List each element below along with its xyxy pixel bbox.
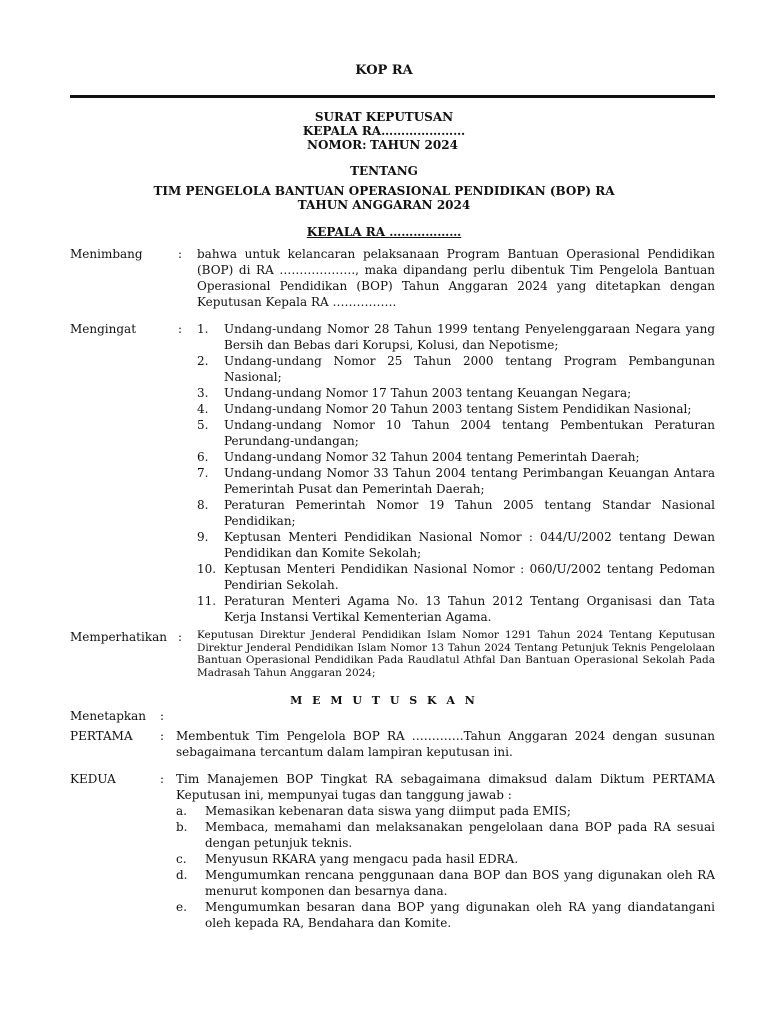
item-text: Mengumumkan rencana penggunaan dana BOP dan BOS yang digunakan oleh RA menurut komponen dan besarnya dana. (205, 868, 715, 898)
mengingat-item (197, 417, 715, 449)
item-number: 8. (197, 498, 209, 512)
item-letter: a. (176, 804, 187, 818)
decree-year: TAHUN 2024 (370, 138, 458, 152)
pertama-colon: : (160, 729, 165, 743)
kedua-item (176, 899, 715, 931)
menimbang-label: Menimbang (70, 247, 143, 261)
item-number: 9. (197, 530, 209, 544)
item-text: Undang-undang Nomor 28 Tahun 1999 tentang Penyelenggaraan Negara yang Bersih dan Bebas dari Korupsi, Kolusi, dan Nepotisme; (224, 322, 715, 352)
item-text: Undang-undang Nomor 10 Tahun 2004 tentang Pembentukan Peraturan Perundang-undangan; (224, 418, 715, 448)
item-text: Keptusan Menteri Pendidikan Nasional Nomor : 044/U/2002 tentang Dewan Pendidikan dan Komite Sekolah; (224, 530, 715, 560)
mengingat-label: Mengingat (70, 322, 137, 336)
memperhatikan-label: Memperhatikan (70, 630, 167, 644)
item-number: 4. (197, 402, 209, 416)
memperhatikan-text: Keputusan Direktur Jenderal Pendidikan Islam Nomor 1291 Tahun 2024 Tentang Keputusan Direktur Jenderal Pendidikan Islam Nomor 13 Tahun 2024 Tentang Petunjuk Teknis Pengelolaan Bantuan Operasional Pendidikan Pada Raudlatul Athfal Dan Bantuan Operasional Sekolah Pada Madrasah Tahun Anggaran 2024; (197, 629, 715, 679)
menimbang-colon: : (178, 247, 183, 261)
item-text: Menyusun RKARA yang mengacu pada hasil EDRA. (205, 852, 519, 866)
item-text: Peraturan Menteri Agama No. 13 Tahun 2012 Tentang Organisasi dan Tata Kerja Instansi Vertikal Kementerian Agama. (224, 594, 715, 624)
kedua-colon: : (160, 772, 165, 786)
mengingat-item (197, 353, 715, 385)
subject-tentang: TENTANG (350, 164, 418, 178)
item-number: 7. (197, 466, 209, 480)
item-number: 5. (197, 418, 209, 432)
item-text: Undang-undang Nomor 32 Tahun 2004 tentang Pemerintah Daerah; (224, 450, 640, 464)
mengingat-item (197, 401, 715, 417)
kedua-label: KEDUA (70, 772, 116, 786)
mengingat-item (197, 561, 715, 593)
item-number: 1. (197, 322, 209, 336)
item-letter: c. (176, 852, 187, 866)
issuer-heading: KEPALA RA ……………… (306, 225, 462, 239)
menimbang-text: bahwa untuk kelancaran pelaksanaan Program Bantuan Operasional Pendidikan (BOP) di RA ………………., maka dipandang perlu dibentuk Tim Pengelola Bantuan Operasional Pendidikan (BOP) Tahun Anggaran 2024 yang ditetapkan dengan Keputusan Kepala RA ……………. (197, 247, 715, 309)
menetapkan-label: Menetapkan (70, 709, 147, 723)
mengingat-item (197, 321, 715, 353)
item-text: Membaca, memahami dan melaksanakan pengelolaan dana BOP pada RA sesuai dengan petunjuk teknis. (205, 820, 715, 850)
kedua-item (176, 851, 715, 867)
kedua-item (176, 803, 715, 819)
kedua-item (176, 867, 715, 899)
item-text: Undang-undang Nomor 25 Tahun 2000 tentang Program Pembangunan Nasional; (224, 354, 715, 384)
mengingat-item (197, 593, 715, 625)
item-text: Mengumumkan besaran dana BOP yang digunakan oleh RA yang diandatangani oleh kepada RA, Bendahara dan Komite. (205, 900, 715, 930)
item-text: Undang-undang Nomor 33 Tahun 2004 tentang Perimbangan Keuangan Antara Pemerintah Pusat dan Pemerintah Daerah; (224, 466, 715, 496)
item-letter: b. (176, 820, 188, 834)
subject-title-line1: TIM PENGELOLA BANTUAN OPERASIONAL PENDIDIKAN (BOP) RA (153, 184, 615, 198)
letterhead-title: KOP RA (355, 63, 413, 78)
item-letter: d. (176, 868, 188, 882)
decree-heading (0, 110, 768, 138)
item-letter: e. (176, 900, 187, 914)
kedua-intro: Tim Manajemen BOP Tingkat RA sebagaimana dimaksud dalam Diktum PERTAMA Keputusan ini, mempunyai tugas dan tanggung jawab : (176, 772, 715, 802)
mengingat-list (197, 321, 715, 625)
pertama-text: Membentuk Tim Pengelola BOP RA ………….Tahun Anggaran 2024 dengan susunan sebagaimana tercantum dalam lampiran keputusan ini. (176, 729, 715, 759)
decree-title: SURAT KEPUTUSAN (314, 110, 454, 124)
mengingat-list-wrap (197, 321, 715, 625)
item-text: Peraturan Pemerintah Nomor 19 Tahun 2005 tentang Standar Nasional Pendidikan; (224, 498, 715, 528)
item-number: 2. (197, 354, 209, 368)
mengingat-item (197, 385, 715, 401)
kedua-list (176, 803, 715, 931)
item-text: Undang-undang Nomor 20 Tahun 2003 tentang Sistem Pendidikan Nasional; (224, 402, 692, 416)
pertama-label: PERTAMA (70, 729, 133, 743)
memperhatikan-colon: : (178, 630, 183, 644)
item-text: Memasikan kebenaran data siswa yang diimput pada EMIS; (205, 804, 571, 818)
subject-heading (0, 164, 768, 212)
mengingat-item (197, 529, 715, 561)
item-text: Undang-undang Nomor 17 Tahun 2003 tentang Keuangan Negara; (224, 386, 632, 400)
decree-number-label: NOMOR: (307, 138, 367, 152)
item-number: 3. (197, 386, 209, 400)
mengingat-colon: : (178, 322, 183, 336)
decree-issuer: KEPALA RA………………… (302, 124, 466, 138)
item-text: Keptusan Menteri Pendidikan Nasional Nomor : 060/U/2002 tentang Pedoman Pendirian Sekolah. (224, 562, 715, 592)
kedua-item (176, 819, 715, 851)
letterhead-divider (70, 95, 715, 98)
memutuskan-heading: M E M U T U S K A N (290, 694, 478, 707)
item-number: 6. (197, 450, 209, 464)
item-number: 10. (197, 562, 217, 576)
mengingat-item (197, 449, 715, 465)
item-number: 11. (197, 594, 217, 608)
kedua-body (176, 771, 715, 931)
subject-title-line2: TAHUN ANGGARAN 2024 (297, 198, 471, 212)
mengingat-item (197, 465, 715, 497)
mengingat-item (197, 497, 715, 529)
menetapkan-colon: : (160, 709, 165, 723)
